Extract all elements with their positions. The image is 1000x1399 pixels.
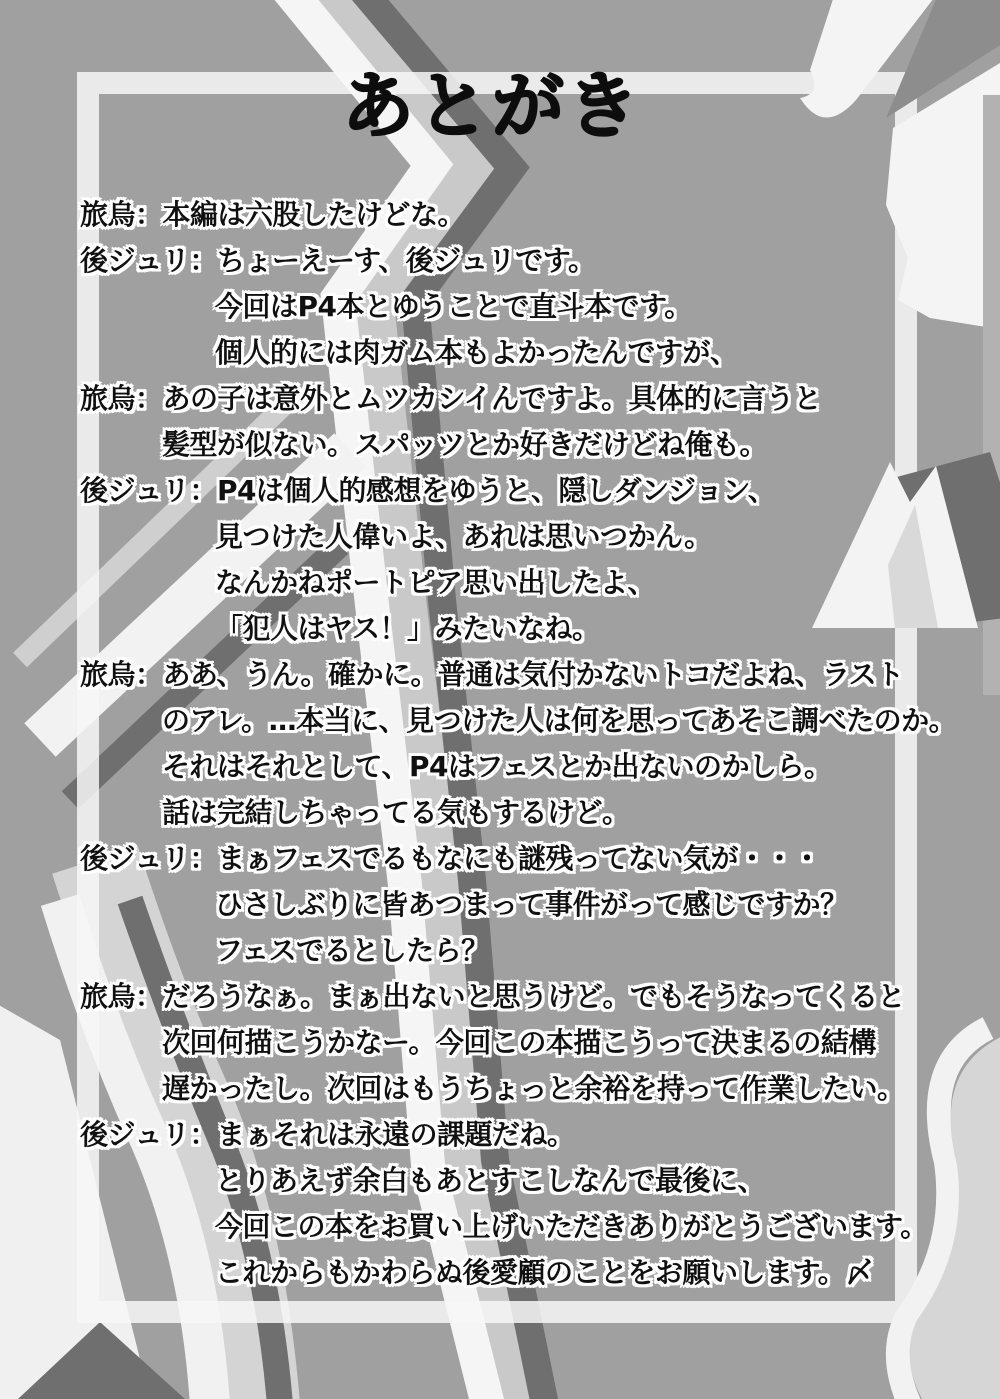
dialogue-line: フェスでるとしたら？ xyxy=(215,934,489,967)
dialogue-line: 遅かったし。次回はもうちょっと余裕を持って作業したい。 xyxy=(162,1072,905,1105)
dialogue-line: 旅烏：あの子は意外とムツカシイんですよ。具体的に言うと xyxy=(80,382,822,415)
dialogue-line: 旅烏：だろうなぁ。まぁ出ないと思うけど。でもそうなってくると xyxy=(80,980,906,1013)
dialogue-line: 旅烏：本編は六股したけどな。 xyxy=(80,198,466,231)
dialogue-line: 話は完結しちゃってる気もするけど。 xyxy=(162,796,630,829)
dialogue-line: 髪型が似ない。スパッツとか好きだけどね俺も。 xyxy=(162,428,768,461)
dialogue-line: とりあえず余白もあとすこしなんで最後に、 xyxy=(215,1164,766,1197)
dialogue-line: 後ジュリ：ちょーえーす、後ジュリです。 xyxy=(80,244,596,277)
dialogue-line: 次回何描こうかなー。今回この本描こうって決まるの結構 xyxy=(162,1026,876,1059)
dialogue-line: 今回この本をお買い上げいただきありがとうございます。 xyxy=(215,1210,928,1243)
dialogue-line: これからもかわらぬ後愛顧のことをお願いします。〆 xyxy=(215,1256,873,1289)
dialogue-line: それはそれとして、P4はフェスとか出ないのかしら。 xyxy=(162,750,832,783)
dialogue-line: ひさしぶりに皆あつまって事件がって感じですか？ xyxy=(215,888,848,921)
dialogue-line: 見つけた人偉いよ、あれは思いつかん。 xyxy=(215,520,712,553)
dialogue-line: 個人的には肉ガム本もよかったんですが、 xyxy=(215,336,738,369)
dialogue-line: 「犯人はヤス！」みたいなね。 xyxy=(215,612,600,645)
dialogue-line: 今回はP4本とゆうことで直斗本です。 xyxy=(215,290,692,323)
dialogue-line: 旅烏：ああ、うん。確かに。普通は気付かないトコだよね、ラスト xyxy=(80,658,904,691)
dialogue-line: 後ジュリ：まぁそれは永遠の課題だね。 xyxy=(80,1118,575,1151)
dialogue-line: のアレ。…本当に、見つけた人は何を思ってあそこ調べたのか。 xyxy=(162,704,957,737)
dialogue-line: なんかねポートピア思い出したよ、 xyxy=(215,566,656,599)
page-title: あとがき xyxy=(342,64,643,148)
dialogue-line: 後ジュリ：P4は個人的感想をゆうと、隠しダンジョン、 xyxy=(80,474,776,507)
dialogue-line: 後ジュリ：まぁフェスでるもなにも謎残ってない気が・・・ xyxy=(80,842,821,875)
